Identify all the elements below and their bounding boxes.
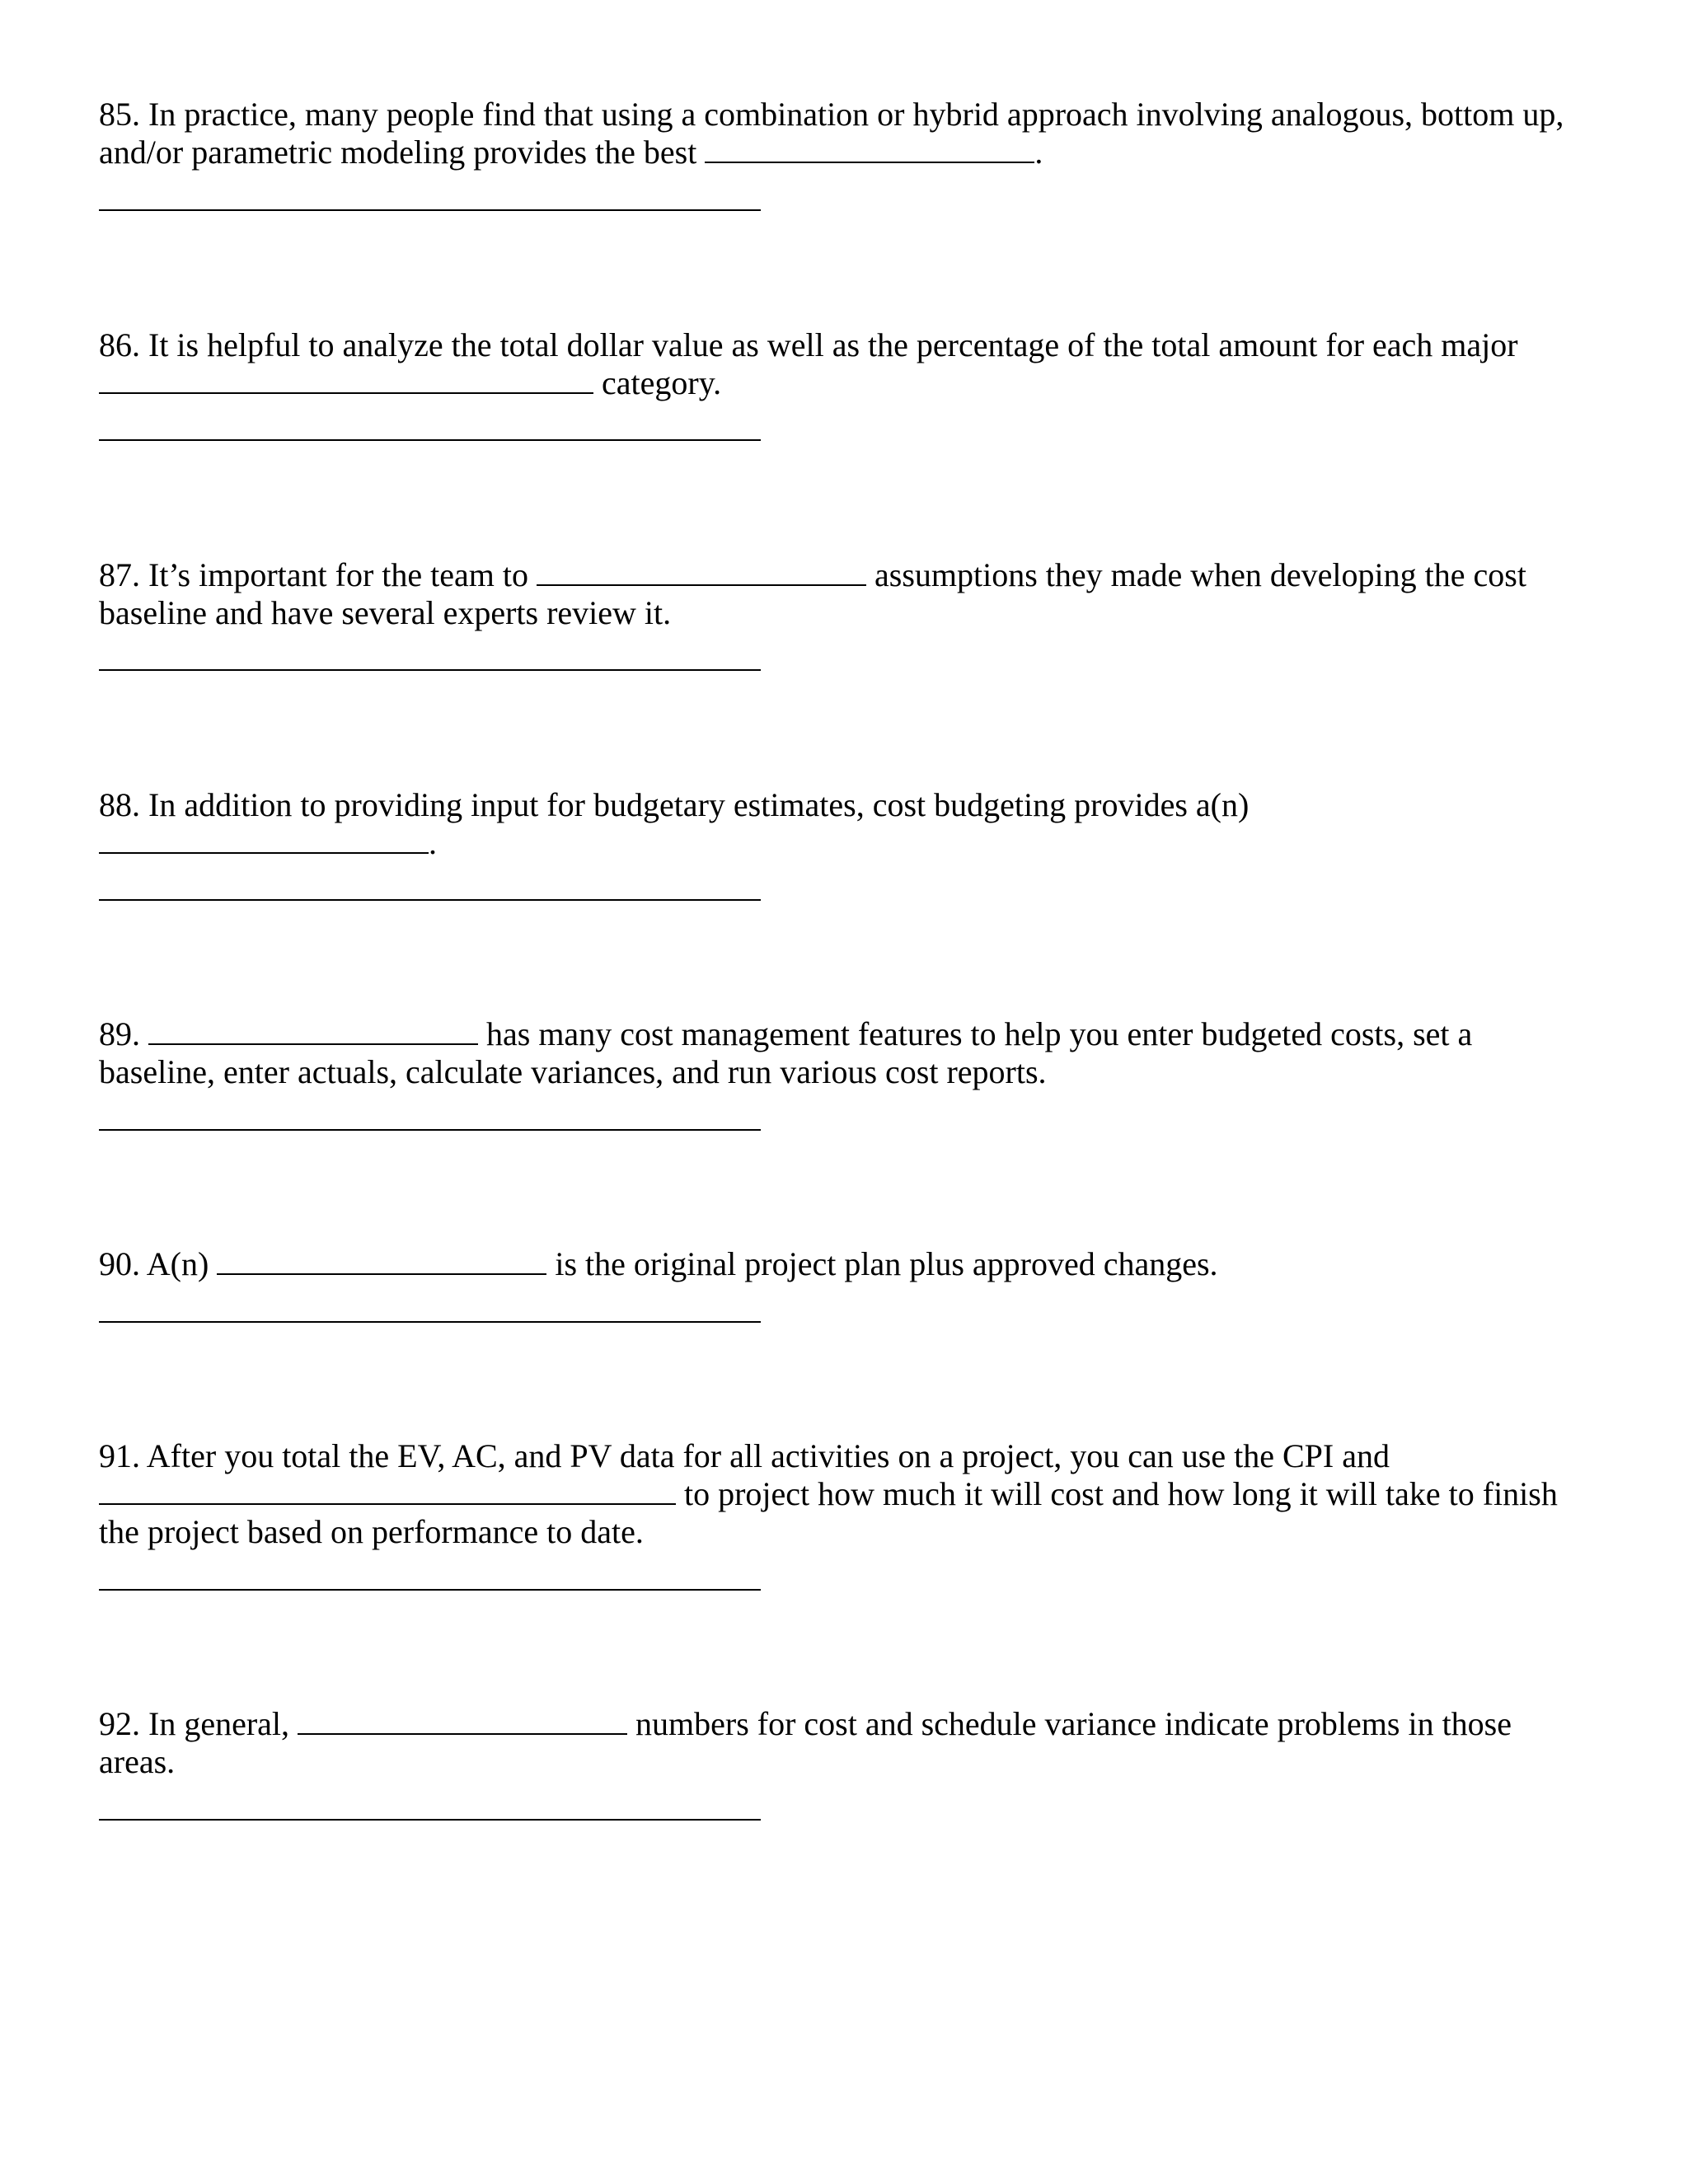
answer-line-86[interactable] xyxy=(99,439,761,441)
question-91 xyxy=(99,1437,1582,1551)
fill-in-blank xyxy=(537,556,866,586)
answer-line-87[interactable] xyxy=(99,669,761,671)
fill-in-blank xyxy=(99,824,429,854)
question-88-text-before: 88. In addition to providing input for budgetary estimates, cost budgeting provides a(n) xyxy=(99,786,1250,823)
question-92-text xyxy=(99,1705,1582,1781)
fill-in-blank xyxy=(217,1245,546,1275)
question-88-text xyxy=(99,786,1582,862)
answer-line-90[interactable] xyxy=(99,1321,761,1323)
question-87-text-after: assumptions they made when developing the cost baseline and have several experts review it. xyxy=(99,556,1526,631)
answer-line-88[interactable] xyxy=(99,899,761,901)
question-85 xyxy=(99,96,1582,171)
fill-in-blank xyxy=(99,364,593,394)
fill-in-blank xyxy=(298,1705,627,1735)
question-86-text xyxy=(99,326,1582,402)
question-87-text xyxy=(99,556,1582,632)
question-91-text-before: 91. After you total the EV, AC, and PV data for all activities on a project, you can use the CPI and xyxy=(99,1437,1390,1474)
question-90-text-after: is the original project plan plus approved changes. xyxy=(546,1245,1218,1282)
question-90 xyxy=(99,1245,1582,1283)
answer-line-89[interactable] xyxy=(99,1129,761,1131)
question-86-text-after: category. xyxy=(593,364,722,401)
answer-line-91[interactable] xyxy=(99,1589,761,1591)
question-92 xyxy=(99,1705,1582,1781)
question-87 xyxy=(99,556,1582,632)
question-85-text-after: . xyxy=(1034,134,1043,171)
question-85-text-before: 85. In practice, many people find that using a combination or hybrid approach involving analogous, bottom up, and/or parametric modeling provides the best xyxy=(99,96,1564,171)
question-85-text xyxy=(99,96,1582,171)
fill-in-blank xyxy=(705,134,1034,163)
question-90-text xyxy=(99,1245,1582,1283)
question-86-text-before: 86. It is helpful to analyze the total dollar value as well as the percentage of the total amount for each major xyxy=(99,326,1518,363)
question-89 xyxy=(99,1015,1582,1091)
question-89-text-after: has many cost management features to help you enter budgeted costs, set a baseline, enter actuals, calculate variances, and run various cost reports. xyxy=(99,1015,1473,1090)
question-92-text-before: 92. In general, xyxy=(99,1705,298,1742)
answer-line-92[interactable] xyxy=(99,1819,761,1821)
question-87-text-before: 87. It’s important for the team to xyxy=(99,556,537,593)
question-89-text xyxy=(99,1015,1582,1091)
question-92-text-after: numbers for cost and schedule variance indicate problems in those areas. xyxy=(99,1705,1512,1780)
answer-line-85[interactable] xyxy=(99,209,761,211)
question-88 xyxy=(99,786,1582,862)
question-86 xyxy=(99,326,1582,402)
question-91-text xyxy=(99,1437,1582,1551)
question-89-text-before: 89. xyxy=(99,1015,148,1052)
question-91-text-after: to project how much it will cost and how long it will take to finish the project based on performance to date. xyxy=(99,1475,1558,1550)
fill-in-blank xyxy=(148,1015,478,1045)
question-88-text-after: . xyxy=(429,824,437,861)
question-90-text-before: 90. A(n) xyxy=(99,1245,218,1282)
fill-in-blank xyxy=(99,1475,676,1505)
